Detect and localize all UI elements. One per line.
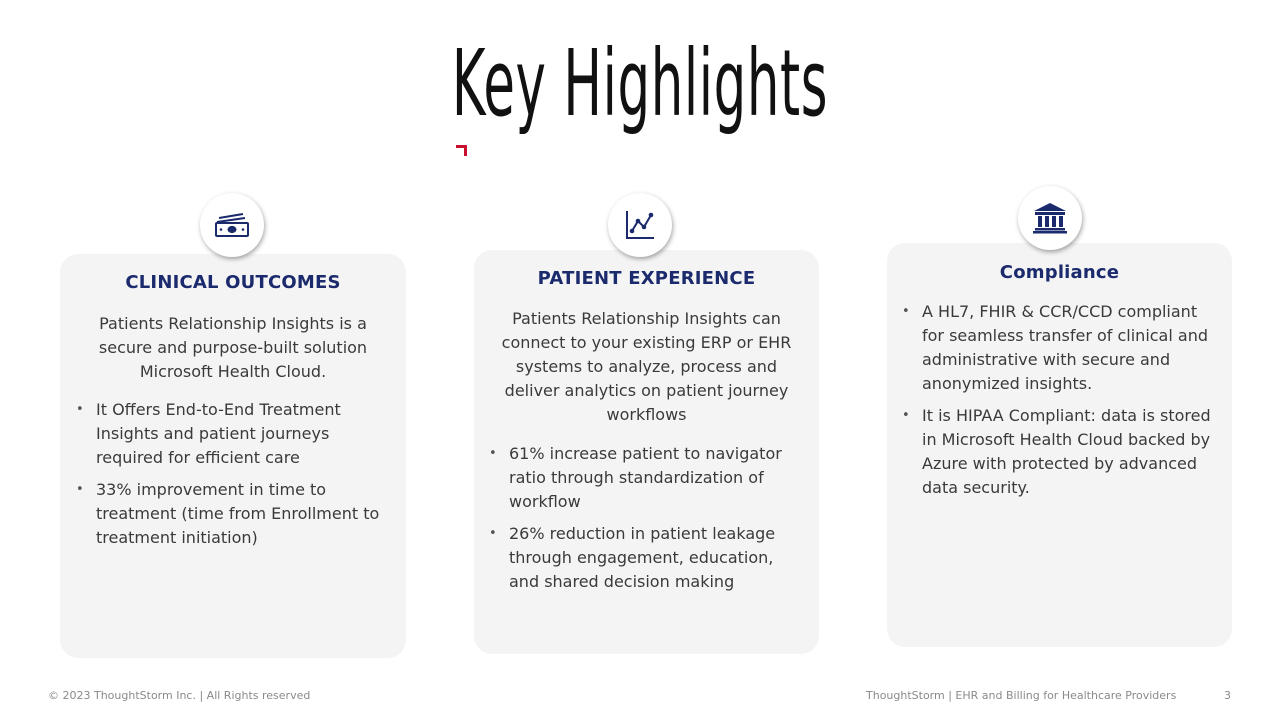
list-item: • A HL7, FHIR & CCR/CCD compliant for seamless transfer of clinical and administrative with secure and anonymized insights. (922, 300, 1232, 396)
money-icon (200, 193, 264, 257)
card-intro: Patients Relationship Insights can connect to your existing ERP or EHR systems to analyze, process and deliver analytics on patient journey workflows (501, 309, 792, 424)
card-bullet-list (887, 300, 1232, 508)
card-patient-experience (474, 250, 819, 654)
page-number: 3 (1224, 689, 1231, 702)
card-bullet-list (474, 442, 819, 602)
card-title: CLINICAL OUTCOMES (125, 272, 341, 293)
line-chart-icon (608, 193, 672, 257)
footer-tagline: ThoughtStorm | EHR and Billing for Healthcare Providers (866, 689, 1177, 702)
footer-copyright: © 2023 ThoughtStorm Inc. | All Rights reserved (48, 689, 311, 702)
card-clinical-outcomes (60, 254, 406, 658)
card-compliance (887, 243, 1232, 647)
card-bullet-list (60, 398, 406, 558)
card-title: PATIENT EXPERIENCE (537, 268, 756, 289)
slide-title: Key Highlights (451, 30, 829, 137)
title-accent-mark (456, 145, 467, 156)
list-item: • 61% increase patient to navigator ratio through standardization of workflow (509, 442, 819, 514)
list-item: • 26% reduction in patient leakage through engagement, education, and shared decision making (509, 522, 819, 594)
card-title: Compliance (999, 262, 1120, 283)
card-intro: Patients Relationship Insights is a secure and purpose-built solution Microsoft Health Cloud. (98, 314, 368, 381)
bank-icon (1018, 186, 1082, 250)
list-item: • It Offers End-to-End Treatment Insights and patient journeys required for efficient care (96, 398, 406, 470)
list-item: • 33% improvement in time to treatment (time from Enrollment to treatment initiation) (96, 478, 406, 550)
list-item: • It is HIPAA Compliant: data is stored in Microsoft Health Cloud backed by Azure with protected by advanced data security. (922, 404, 1232, 500)
